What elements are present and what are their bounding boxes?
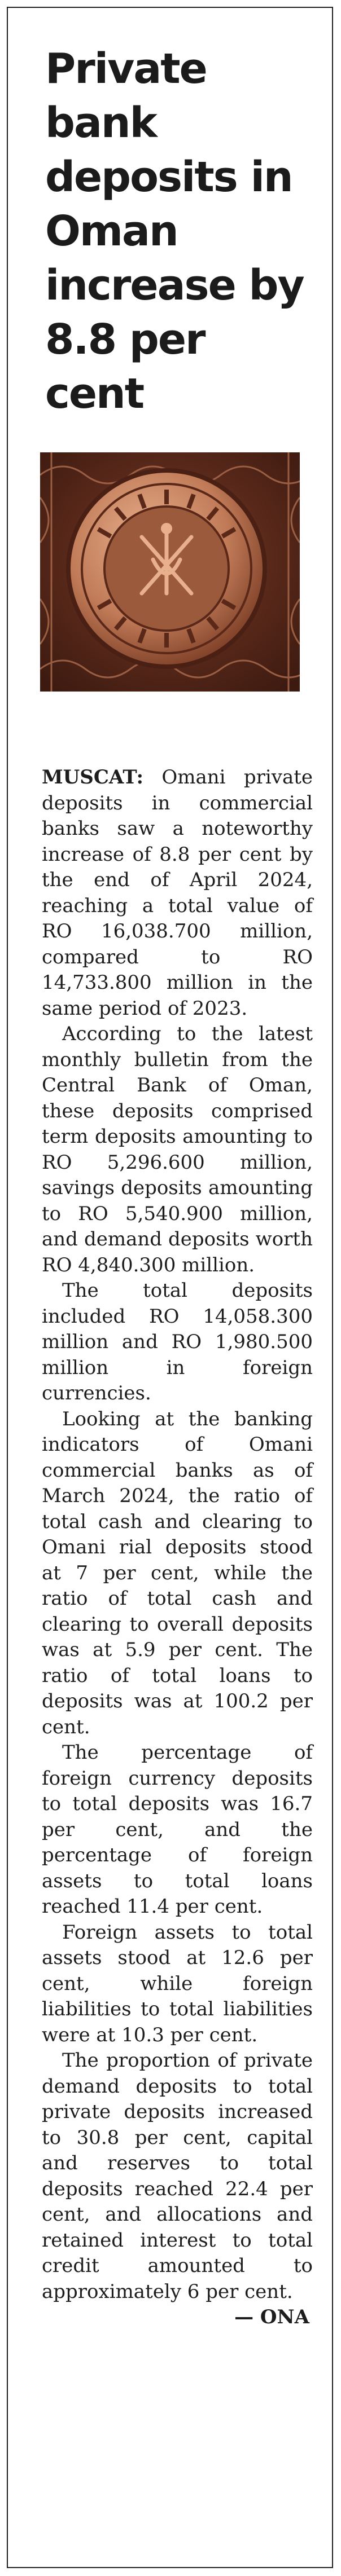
article-frame — [7, 7, 333, 2568]
source-credit: — ONA — [234, 2306, 309, 2328]
paragraph-6: Foreign assets to total assets stood at 12.6 per cent, while foreign liabilities to total liabilities were at 10.3 per cent. — [42, 1921, 313, 2046]
paragraph-2: According to the latest monthly bulletin from the Central Bank of Oman, these deposits comprised term deposits amounting to RO 5,296.600 million, savings deposits amounting to RO 5,540.900 million, and demand deposits worth RO 4,840.300 million. — [42, 1023, 313, 1276]
paragraph-7: The proportion of private demand deposits to total private deposits increased to 30.8 per cent, capital and reserves to total deposits reached 22.4 per cent, and allocations and retained interest to total credit amounted to approximately 6 per cent. — [42, 2049, 313, 2303]
seal-image — [40, 452, 300, 692]
article-body — [42, 765, 313, 2331]
paragraph-1-text: Omani private deposits in commercial banks saw a noteworthy increase of 8.8 per cent by the end of April 2024, reaching a total value of RO 16,038.700 million, compared to RO 14,733.800 million in the same period of 2023. — [42, 766, 313, 1020]
paragraph-5: The percentage of foreign currency deposits to total deposits was 16.7 per cent, and the percentage of foreign assets to total loans reached 11.4 per cent. — [42, 1741, 313, 1918]
dateline: MUSCAT: — [42, 766, 144, 789]
paragraph-1 — [42, 765, 313, 1021]
paragraph-4: Looking at the banking indicators of Omani commercial banks as of March 2024, the ratio of total cash and clearing to Omani rial deposits stood at 7 per cent, while the ratio of total cash and clearing to overall deposits was at 5.9 per cent. The ratio of total loans to deposits was at 100.2 per cent. — [42, 1407, 313, 1738]
headline: Private bank deposits in Oman increase by 8.8 per cent — [45, 45, 304, 418]
paragraph-3: The total deposits included RO 14,058.300 million and RO 1,980.500 million in foreign currencies. — [42, 1279, 313, 1404]
central-bank-seal-photo — [40, 452, 300, 692]
